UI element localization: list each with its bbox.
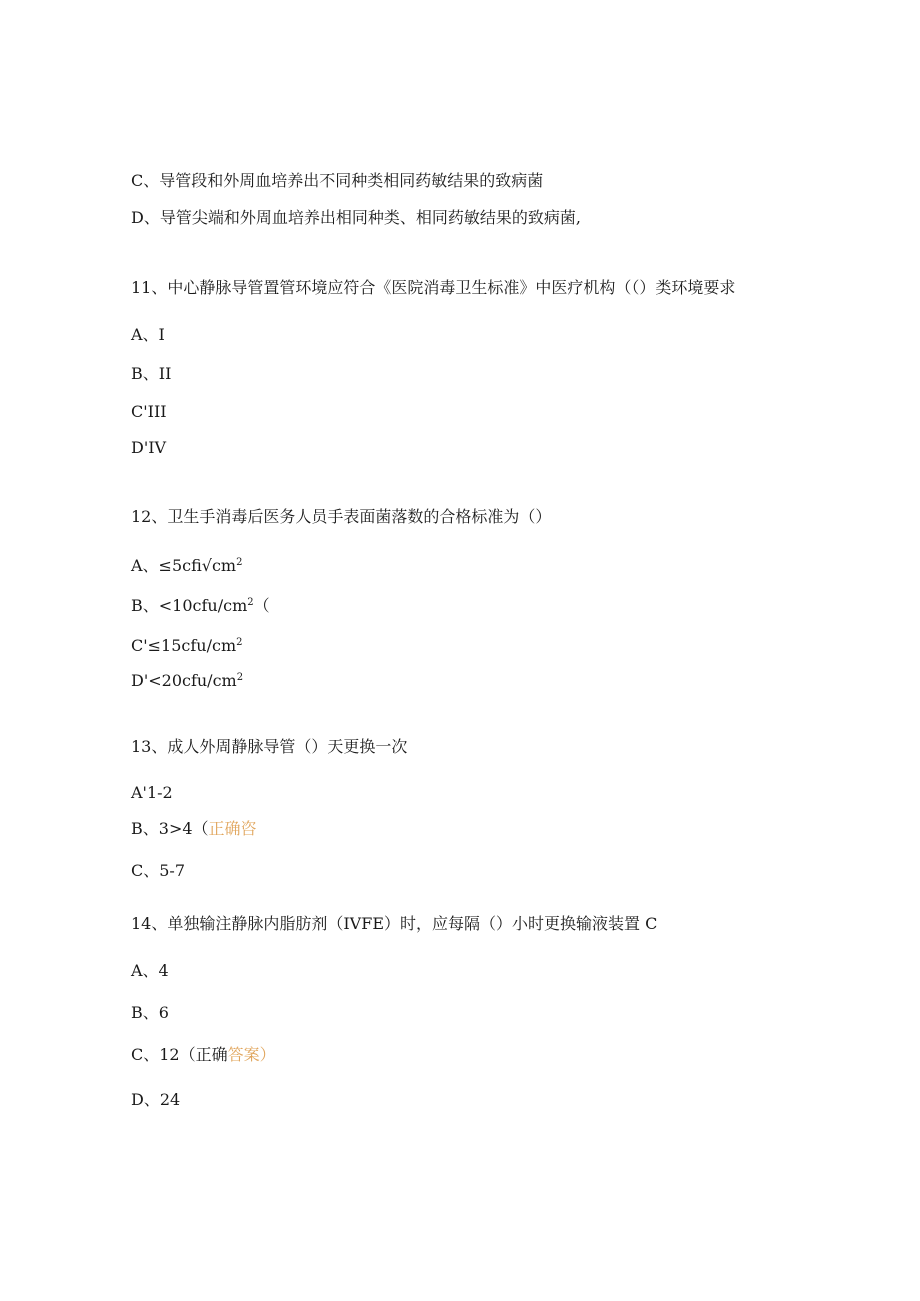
q14-option-c (131, 1045, 276, 1065)
q14-option-b: B、6 (131, 1003, 169, 1022)
q14-stem: 14、单独输注静脉内脂肪剂（IVFE）时，应每隔（）小时更换输液装置 C (131, 914, 658, 933)
q11-stem: 11、中心静脉导管置管环境应符合《医院消毒卫生标准》中医疗机构（（）类环境要求 (131, 278, 736, 297)
q11-option-b: B、II (131, 364, 172, 383)
q13-option-b (131, 819, 257, 839)
q12-option-b-sup: 2 (247, 597, 254, 608)
q13-answer-mark: 正确咨 (208, 819, 257, 838)
q12-option-b (131, 593, 270, 616)
q12-option-d-sup: 2 (236, 672, 244, 683)
q11-option-c: C'III (131, 402, 167, 421)
q14-option-c-text: C、12（正确 (131, 1045, 228, 1064)
q14-answer-mark: 答案） (227, 1045, 276, 1064)
q13-option-a: A'1-2 (131, 783, 173, 802)
q12-option-b-text: B、<10cfu∕cm (131, 596, 248, 615)
q13-stem: 13、成人外周静脉导管（）天更换一次 (131, 737, 408, 756)
q10-option-c: C、导管段和外周血培养出不同种类相同药敏结果的致病菌 (131, 171, 544, 190)
q11-option-a: A、I (131, 325, 165, 344)
q12-option-c (131, 633, 243, 656)
q12-option-a-sup: 2 (236, 557, 243, 568)
q12-option-c-sup: 2 (236, 637, 243, 648)
q12-option-d-text: D'<20cfu∕cm (131, 671, 237, 690)
q14-option-a: A、4 (131, 961, 169, 980)
q14-option-d: D、24 (131, 1090, 181, 1109)
q12-option-b-tail: （ (253, 596, 270, 615)
q11-option-d: D'IV (131, 438, 167, 457)
q13-option-c: C、5-7 (131, 861, 186, 880)
q10-option-d: D、导管尖端和外周血培养出相同种类、相同药敏结果的致病菌, (131, 208, 581, 227)
q13-option-b-text: B、3>4（ (131, 819, 209, 838)
q12-option-a (131, 553, 242, 576)
q12-option-a-text: A、≤5cfi√cm (131, 556, 237, 575)
q12-option-c-text: C'≤15cfu∕cm (131, 636, 237, 655)
q12-option-d (131, 668, 243, 691)
q12-stem: 12、卫生手消毒后医务人员手表面菌落数的合格标准为（） (131, 507, 552, 526)
